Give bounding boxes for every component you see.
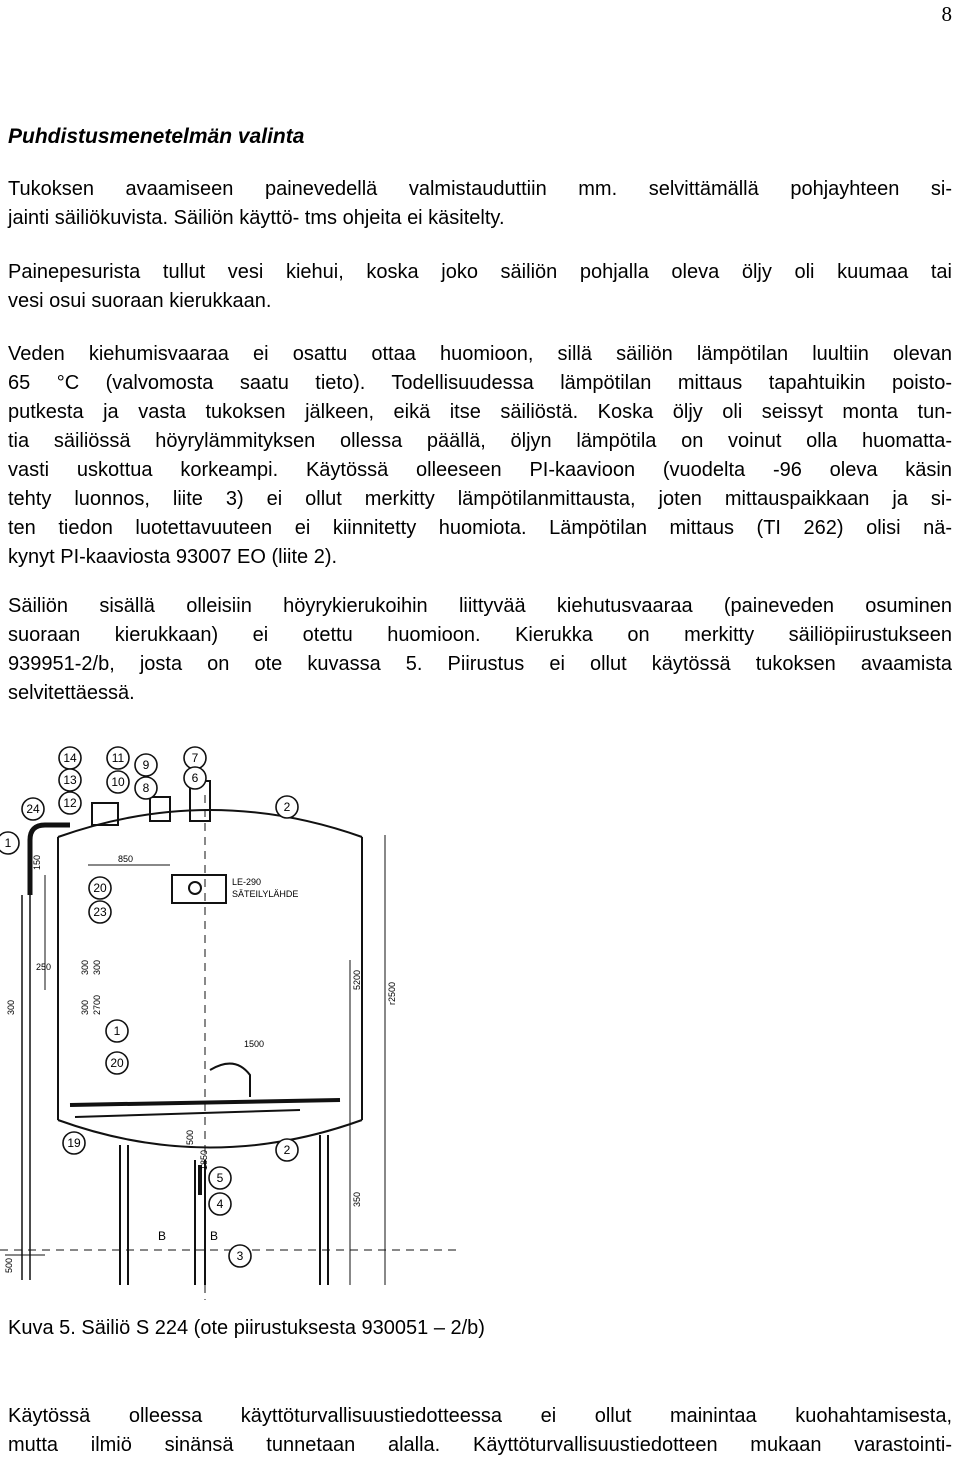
dimension-label: 1500	[244, 1039, 265, 1049]
tank-drawing-svg	[0, 725, 460, 1300]
text-line: Säiliön sisällä olleisiin höyrykierukoihin liittyvää kiehutusvaaraa (paineveden osuminen	[8, 595, 952, 617]
text-line: jainti säiliökuvista. Säiliön käyttö- tms ohjeita ei käsitelty.	[8, 207, 505, 229]
dimension-label: 2700	[92, 994, 102, 1015]
dimension-label: 350	[352, 1191, 362, 1207]
callout-label: 12	[63, 796, 77, 810]
text-line: tia säiliössä höyrylämmityksen ollessa päällä, öljyn lämpötila on voinut olla huomatta-	[8, 430, 952, 452]
dimension-label: 500	[4, 1257, 14, 1273]
nameplate-label: LE-290	[232, 877, 262, 887]
nameplate	[172, 875, 226, 903]
nameplate-label: SÄTEILYLÄHDE	[232, 889, 299, 899]
text-line: Käytössä olleessa käyttöturvallisuustiedotteessa ei ollut mainintaa kuohahtamisesta,	[8, 1405, 952, 1427]
callout-label: 11	[111, 751, 125, 765]
text-line: mutta ilmiö sinänsä tunnetaan alalla. Käyttöturvallisuustiedotteen mukaan varastointi-	[8, 1434, 952, 1456]
callout-label: 9	[142, 758, 150, 772]
dimension-label: 5200	[352, 969, 362, 990]
dimension-label: 300	[92, 959, 102, 975]
dimension-label: 850	[118, 854, 134, 864]
top-nozzle	[150, 797, 170, 821]
text-line: selvitettäessä.	[8, 682, 135, 704]
paragraph-4	[8, 592, 952, 708]
dimension-label: 250	[36, 962, 52, 972]
paragraph-1	[8, 175, 952, 233]
text-line: 939951-2/b, josta on ote kuvassa 5. Piirustus ei ollut käytössä tukoksen avaamista	[8, 653, 952, 675]
text-line: tehty luonnos, liite 3) ei ollut merkitty lämpötilanmittausta, joten mittauspaikkaan ja si-	[8, 488, 952, 510]
paragraph-3	[8, 340, 952, 572]
callout-label: 10	[111, 775, 125, 789]
callout-label: 1	[113, 1024, 121, 1038]
callout-label: 3	[236, 1249, 244, 1263]
text-line: 65 °C (valvomosta saatu tieto). Todellisuudessa lämpötilan mittaus tapahtuikin poisto-	[8, 372, 952, 394]
dimension-label: 150	[32, 854, 42, 870]
text-line: suoraan kierukkaan) ei otettu huomioon. Kierukka on merkitty säiliöpiirustukseen	[8, 624, 952, 646]
callout-label: 20	[93, 881, 107, 895]
text-line: ten tiedon luotettavuuteen ei kiinnitetty huomiota. Lämpötilan mittaus (TI 262) olisi nä-	[8, 517, 952, 539]
callout-label: 24	[26, 802, 40, 816]
paragraph-2	[8, 258, 952, 316]
callout-label: B	[209, 1229, 219, 1243]
dimension-label: r2500	[387, 981, 397, 1005]
callout-label: 23	[93, 905, 107, 919]
tank-bottom-head	[58, 1120, 362, 1148]
text-line: Tukoksen avaamiseen painevedellä valmistauduttiin mm. selvittämällä pohjayhteen si-	[8, 178, 952, 200]
callout-label: B	[157, 1229, 167, 1243]
dimension-label: 300	[80, 999, 90, 1015]
dimension-label: 500	[185, 1129, 195, 1145]
callout-label: 5	[216, 1171, 224, 1185]
text-line: Veden kiehumisvaaraa ei osattu ottaa huomioon, sillä säiliön lämpötilan luultiin olevan	[8, 343, 952, 365]
section-heading: Puhdistusmenetelmän valinta	[8, 125, 305, 148]
text-line: vesi osui suoraan kierukkaan.	[8, 290, 272, 312]
callout-label: 7	[191, 751, 199, 765]
callout-label: 6	[191, 771, 199, 785]
text-line: kynyt PI-kaaviosta 93007 EO (liite 2).	[8, 546, 338, 568]
callout-label: 4	[216, 1197, 224, 1211]
callout-label: 19	[67, 1136, 81, 1150]
callout-label: 13	[63, 773, 77, 787]
paragraph-5	[8, 1402, 952, 1460]
callout-label: 14	[63, 751, 77, 765]
dimension-label: 300	[6, 999, 16, 1015]
tank-drawing	[0, 725, 460, 1300]
text-line: putkesta ja vasta tukoksen jälkeen, eikä itse säiliöstä. Koska öljy oli seissyt monta tun-	[8, 401, 952, 423]
dimension-label: 1850	[199, 1149, 209, 1170]
page-number: 8	[941, 2, 952, 26]
callout-label: 20	[110, 1056, 124, 1070]
callout-label: 2	[283, 800, 291, 814]
callout-label: 8	[142, 781, 150, 795]
text-line: Painepesurista tullut vesi kiehui, koska joko säiliön pohjalla oleva öljy oli kuumaa tai	[8, 261, 952, 283]
callout-label: 2	[283, 1143, 291, 1157]
text-line: vasti uskottua korkeampi. Käytössä olleeseen PI-kaavioon (vuodelta -96 oleva käsin	[8, 459, 952, 481]
callout-label: 1	[4, 836, 12, 850]
figure-caption: Kuva 5. Säiliö S 224 (ote piirustuksesta 930051 – 2/b)	[8, 1317, 485, 1339]
dimension-label: 300	[80, 959, 90, 975]
